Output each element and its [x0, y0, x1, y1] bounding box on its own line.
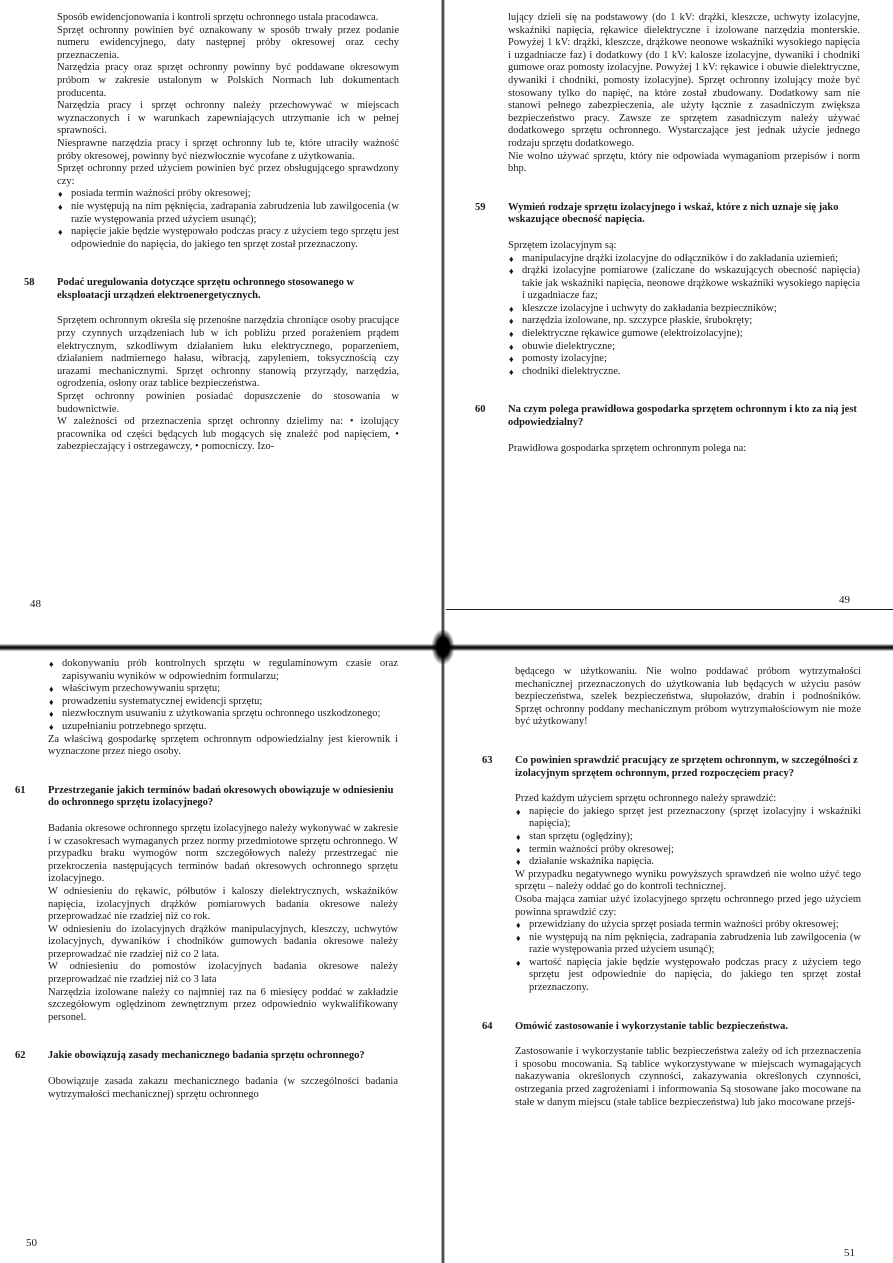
question-title: Jakie obowiązują zasady mechanicznego badania sprzętu ochronnego? [48, 1050, 365, 1062]
question-63-heading [482, 755, 861, 780]
question-title: Co powinien sprawdzić pracujący ze sprzętem ochronnym, w szczególności z izolacyjnym sprzętem ochronnym, przed rozpoczęciem pracy? [515, 754, 858, 779]
list-item: ♦ działanie wskaźnika napięcia. [515, 856, 861, 869]
paragraph: Zastosowanie i wykorzystanie tablic bezpieczeństwa zależy od ich przeznaczenia i sposobu mocowania. Są tablice wykorzystywane w miejscach wymagających nakazywania określonych czynności, zakazywania określonych czynności, ostrzegania przed zagrożeniami i informowania Są stosowane jako mocowane na stałe w danym miejscu (stałe tablice bezpieczeństwa) lub jako mocowane przejś- [515, 1046, 861, 1108]
question-64-heading [482, 1021, 861, 1034]
list-item: ♦ dielektryczne rękawice gumowe (elektroizolacyjne); [508, 328, 860, 341]
paragraph: W zależności od przeznaczenia sprzęt ochronny dzielimy na: • izolujący pracownika od części będących lub mogących się znaleźć pod napięciem, • zabezpieczający i ostrzegawczy, • pomocniczy. Izo- [57, 416, 399, 453]
paragraph: Osoba mająca zamiar użyć izolacyjnego sprzętu ochronnego przed jego użyciem powinna sprawdzić czy: [515, 893, 861, 918]
paragraph: Obowiązuje zasada zakazu mechanicznego badania (w szczególności badania wytrzymałości mechanicznej) sprzętu ochronnego [48, 1076, 398, 1100]
list-item: ♦ niezwłocznym usuwaniu z użytkowania sprzętu ochronnego uszkodzonego; [48, 708, 398, 721]
paragraph: Sprzętem ochronnym określa się przenośne narzędzia chroniące osoby pracujące przy czynnych urządzeniach lub w ich pobliżu przed porażeniem prądem elektrycznym, szkodliwym działaniem łuku elektrycznego, poparzeniem, działaniem nadmiernego hałasu, wibracją, zapyleniem, toksycznością czy urazami mechanicznymi. Sprzęt ochronny stanowią przyrządy, narzędzia, ogrodzenia, osłony oraz tablice bezpieczeństwa. [57, 315, 399, 390]
page-49-column [475, 12, 860, 455]
paragraph: Sprzęt ochronny powinien posiadać dopuszczenie do stosowania w budownictwie. [57, 391, 399, 415]
paragraph: Sprzętem izolacyjnym są: [508, 239, 617, 251]
page-51 [446, 652, 893, 1263]
list-item: ♦ dokonywaniu prób kontrolnych sprzętu w regulaminowym czasie oraz zapisywaniu wyników w odpowiednim formularzu; [48, 658, 398, 683]
list-item: ♦ termin ważności próby okresowej; [515, 844, 861, 857]
list-item: ♦ posiada termin ważności próby okresowej; [57, 188, 399, 201]
paragraph: Narzędzia pracy oraz sprzęt ochronny powinny być poddawane okresowym próbom w zakresie ustalonym w Polskich Normach lub dokumentach producenta. [57, 62, 399, 99]
list-item: ♦ nie występują na nim pęknięcia, zadrapania zabrudzenia lub zawilgocenia (w razie występowania przed użyciem usunąć); [57, 201, 399, 226]
question-number: 60 [475, 404, 486, 416]
question-number: 64 [482, 1020, 493, 1032]
question-number: 62 [15, 1050, 26, 1062]
insulating-equipment-list [508, 253, 860, 379]
question-61-heading [15, 785, 398, 810]
insulating-check-list [515, 919, 861, 995]
list-item: ♦ pomosty izolacyjne; [508, 353, 860, 366]
question-62-heading [15, 1050, 398, 1063]
page-number: 50 [26, 1237, 37, 1249]
page-number: 48 [30, 598, 41, 610]
question-60-heading [475, 404, 860, 429]
list-item: ♦ wartość napięcia jakie będzie występowało podczas pracy z użyciem tego sprzętu jest odpowiednie do napięcia, do jakiego ten sprzęt został przeznaczony. [515, 957, 861, 995]
list-item: ♦ napięcie jakie będzie występowało podczas pracy z użyciem tego sprzętu jest odpowiednie do napięcia, do jakiego ten sprzęt został przeznaczony. [57, 226, 399, 251]
question-title: Omówić zastosowanie i wykorzystanie tablic bezpieczeństwa. [515, 1020, 788, 1032]
list-item: ♦ narzędzia izolowane, np. szczypce płaskie, śrubokręty; [508, 315, 860, 328]
question-number: 59 [475, 201, 486, 213]
list-item: ♦ właściwym przechowywaniu sprzętu; [48, 683, 398, 696]
paragraph: Narzędzia izolowane należy co najmniej raz na 6 miesięcy poddać w zakładzie szczegółowym oględzinom zewnętrznym przez odpowiednio wykwalifikowany personel. [48, 986, 398, 1023]
paragraph: lujący dzieli się na podstawowy (do 1 kV: drążki, kleszcze, uchwyty izolacyjne, wskaźniki napięcia, rękawice dielektryczne i izolowane narzędzia monterskie. Powyżej 1 kV: drążki, kleszcze, drążkowe neonowe wskaźniki wysokiego napięcia i uzgadniacze faz) i dodatkowy (do 1 kV: kalosze izolacyjne, dywaniki i chodniki gumowe oraz pomosty izolacyjne. Powyżej 1 kV: rękawice i obuwie dielektryczne, dywaniki i chodniki, pomosty izolacyjne). Sprzęt ochronny izolujący może być stosowany tylko do napięć, na które został zbudowany. Dodatkowy sam nie stanowi pełnego zabezpieczenia, ale użyty łącznie z zasadniczym zwiększa bezpieczeństwo pracy. Zawsze ze sprzętem zasadniczym należy używać dodatkowego sprzętu ochronnego. Wystarczające jest jednak użycie jednego rodzaju sprzętu dodatkowego. [508, 12, 860, 149]
question-title: Podać uregulowania dotyczące sprzętu ochronnego stosowanego w eksploatacji urządzeń elektroenergetycznych. [57, 277, 355, 301]
list-item: ♦ nie występują na nim pęknięcia, zadrapania zabrudzenia lub zawilgocenia (w razie występowania przed użyciem usunąć); [515, 932, 861, 957]
list-item: ♦ napięcie do jakiego sprzęt jest przeznaczony (sprzęt izolacyjny i wskaźniki napięcia); [515, 806, 861, 831]
list-item: ♦ stan sprzętu (oględziny); [515, 831, 861, 844]
question-title: Na czym polega prawidłowa gospodarka sprzętem ochronnym i kto za nią jest odpowiedzialny? [508, 404, 857, 429]
page-51-column [482, 666, 861, 1109]
paragraph: W odniesieniu do rękawic, półbutów i kaloszy dielektrycznych, wskaźników napięcia, izolacyjnych drążków pomiarowych badania okresowe należy przeprowadzać nie rzadziej niż co rok. [48, 885, 398, 923]
check-list [57, 188, 399, 251]
page-number: 49 [839, 594, 850, 606]
question-58-heading [24, 277, 399, 302]
paragraph: Przed każdym użyciem sprzętu ochronnego należy sprawdzić: [515, 793, 777, 805]
list-item: ♦ manipulacyjne drążki izolacyjne do odłączników i do zakładania uziemień; [508, 253, 860, 266]
list-item: ♦ drążki izolacyjne pomiarowe (zaliczane do wskazujących obecność napięcia) takie jak wskaźniki napięcia, neonowe drążkowe wskaźniki wysokiego napięcia i uzgadniacze faz; [508, 265, 860, 303]
paragraph: W odniesieniu do pomostów izolacyjnych badania okresowe należy przeprowadzać nie rzadziej niż co 3 lata [48, 961, 398, 986]
paragraph: W przypadku negatywnego wyniku powyższych sprawdzeń nie wolno użyć tego sprzętu – należy oddać go do kontroli technicznej. [515, 868, 861, 893]
list-item: ♦ chodniki dielektryczne. [508, 366, 860, 379]
page-48-column [24, 12, 399, 454]
page-48 [0, 0, 440, 640]
list-item: ♦ kleszcze izolacyjne i uchwyty do zakładania bezpieczników; [508, 303, 860, 316]
paragraph: Za właściwą gospodarkę sprzętem ochronnym odpowiedzialny jest kierownik i wyznaczone przez niego osoby. [48, 733, 398, 758]
management-list [48, 658, 398, 734]
question-title: Wymień rodzaje sprzętu izolacyjnego i wskaż, które z nich uznaje się jako wskazujące obecność napięcia. [508, 201, 839, 226]
page-50 [0, 652, 440, 1263]
paragraph: Badania okresowe ochronnego sprzętu izolacyjnego należy wykonywać w zakresie i w czasokresach wymaganych przez normy przedmiotowe sprzętu ochronnego. W przypadku braku wymogów norm szczegółowych należy przestrzegać nie przekroczenia następujących terminów badań okresowych ochronnego sprzętu izolacyjnego. [48, 822, 398, 885]
paragraph: Prawidłowa gospodarka sprzętem ochronnym polega na: [508, 442, 747, 454]
paragraph: Sposób ewidencjonowania i kontroli sprzętu ochronnego ustala pracodawca. [57, 12, 379, 23]
paragraph: Narzędzia pracy i sprzęt ochronny należy przechowywać w miejscach wyznaczonych i w warunkach zapewniających utrzymanie ich w pełnej sprawności. [57, 100, 399, 137]
list-item: ♦ przewidziany do użycia sprzęt posiada termin ważności próby okresowej; [515, 919, 861, 932]
pre-use-check-list [515, 806, 861, 869]
question-number: 63 [482, 754, 493, 766]
paragraph: Niesprawne narzędzia pracy i sprzęt ochronny lub te, które utraciły ważność próby okresowej, powinny być niezwłocznie wycofane z użytkowania. [57, 137, 399, 162]
question-title: Przestrzeganie jakich terminów badań okresowych obowiązuje w odniesieniu do ochronnego sprzętu izolacyjnego? [48, 784, 394, 809]
list-item: ♦ uzupełnianiu potrzebnego sprzętu. [48, 721, 398, 734]
paragraph: W odniesieniu do izolacyjnych drążków manipulacyjnych, kleszczy, uchwytów izolacyjnych, dywaników i chodników gumowych badania okresowe należy przeprowadzać nie rzadziej niż co 2 lata. [48, 923, 398, 960]
page-50-column [15, 658, 398, 1101]
list-item: ♦ obuwie dielektryczne; [508, 341, 860, 354]
paragraph: Sprzęt ochronny przed użyciem powinien być przez obsługującego sprawdzony czy: [57, 163, 399, 187]
page-number: 51 [844, 1247, 855, 1259]
page-rule [446, 609, 893, 610]
question-59-heading [475, 202, 860, 227]
paragraph: będącego w użytkowaniu. Nie wolno poddawać próbom wytrzymałości mechanicznej przeznaczonych do użytkowania lub będących w użyciu pasów bezpieczeństwa, szelek bezpieczeństwa, słupołazów, drabin i podnośników. Sprzęt ochronny poddany mechanicznym próbom wytrzymałościowym nie może być użytkowany! [515, 666, 861, 728]
question-number: 61 [15, 784, 26, 796]
page-49 [446, 0, 893, 640]
list-item: ♦ prowadzeniu systematycznej ewidencji sprzętu; [48, 696, 398, 709]
paragraph: Sprzęt ochronny powinien być oznakowany w sposób trwały przez podanie numeru ewidencyjnego, daty następnej próby okresowej oraz cechy przeznaczenia. [57, 24, 399, 61]
question-number: 58 [24, 277, 35, 289]
paragraph: Nie wolno używać sprzętu, który nie odpowiada wymaganiom przepisów i norm bhp. [508, 150, 860, 175]
